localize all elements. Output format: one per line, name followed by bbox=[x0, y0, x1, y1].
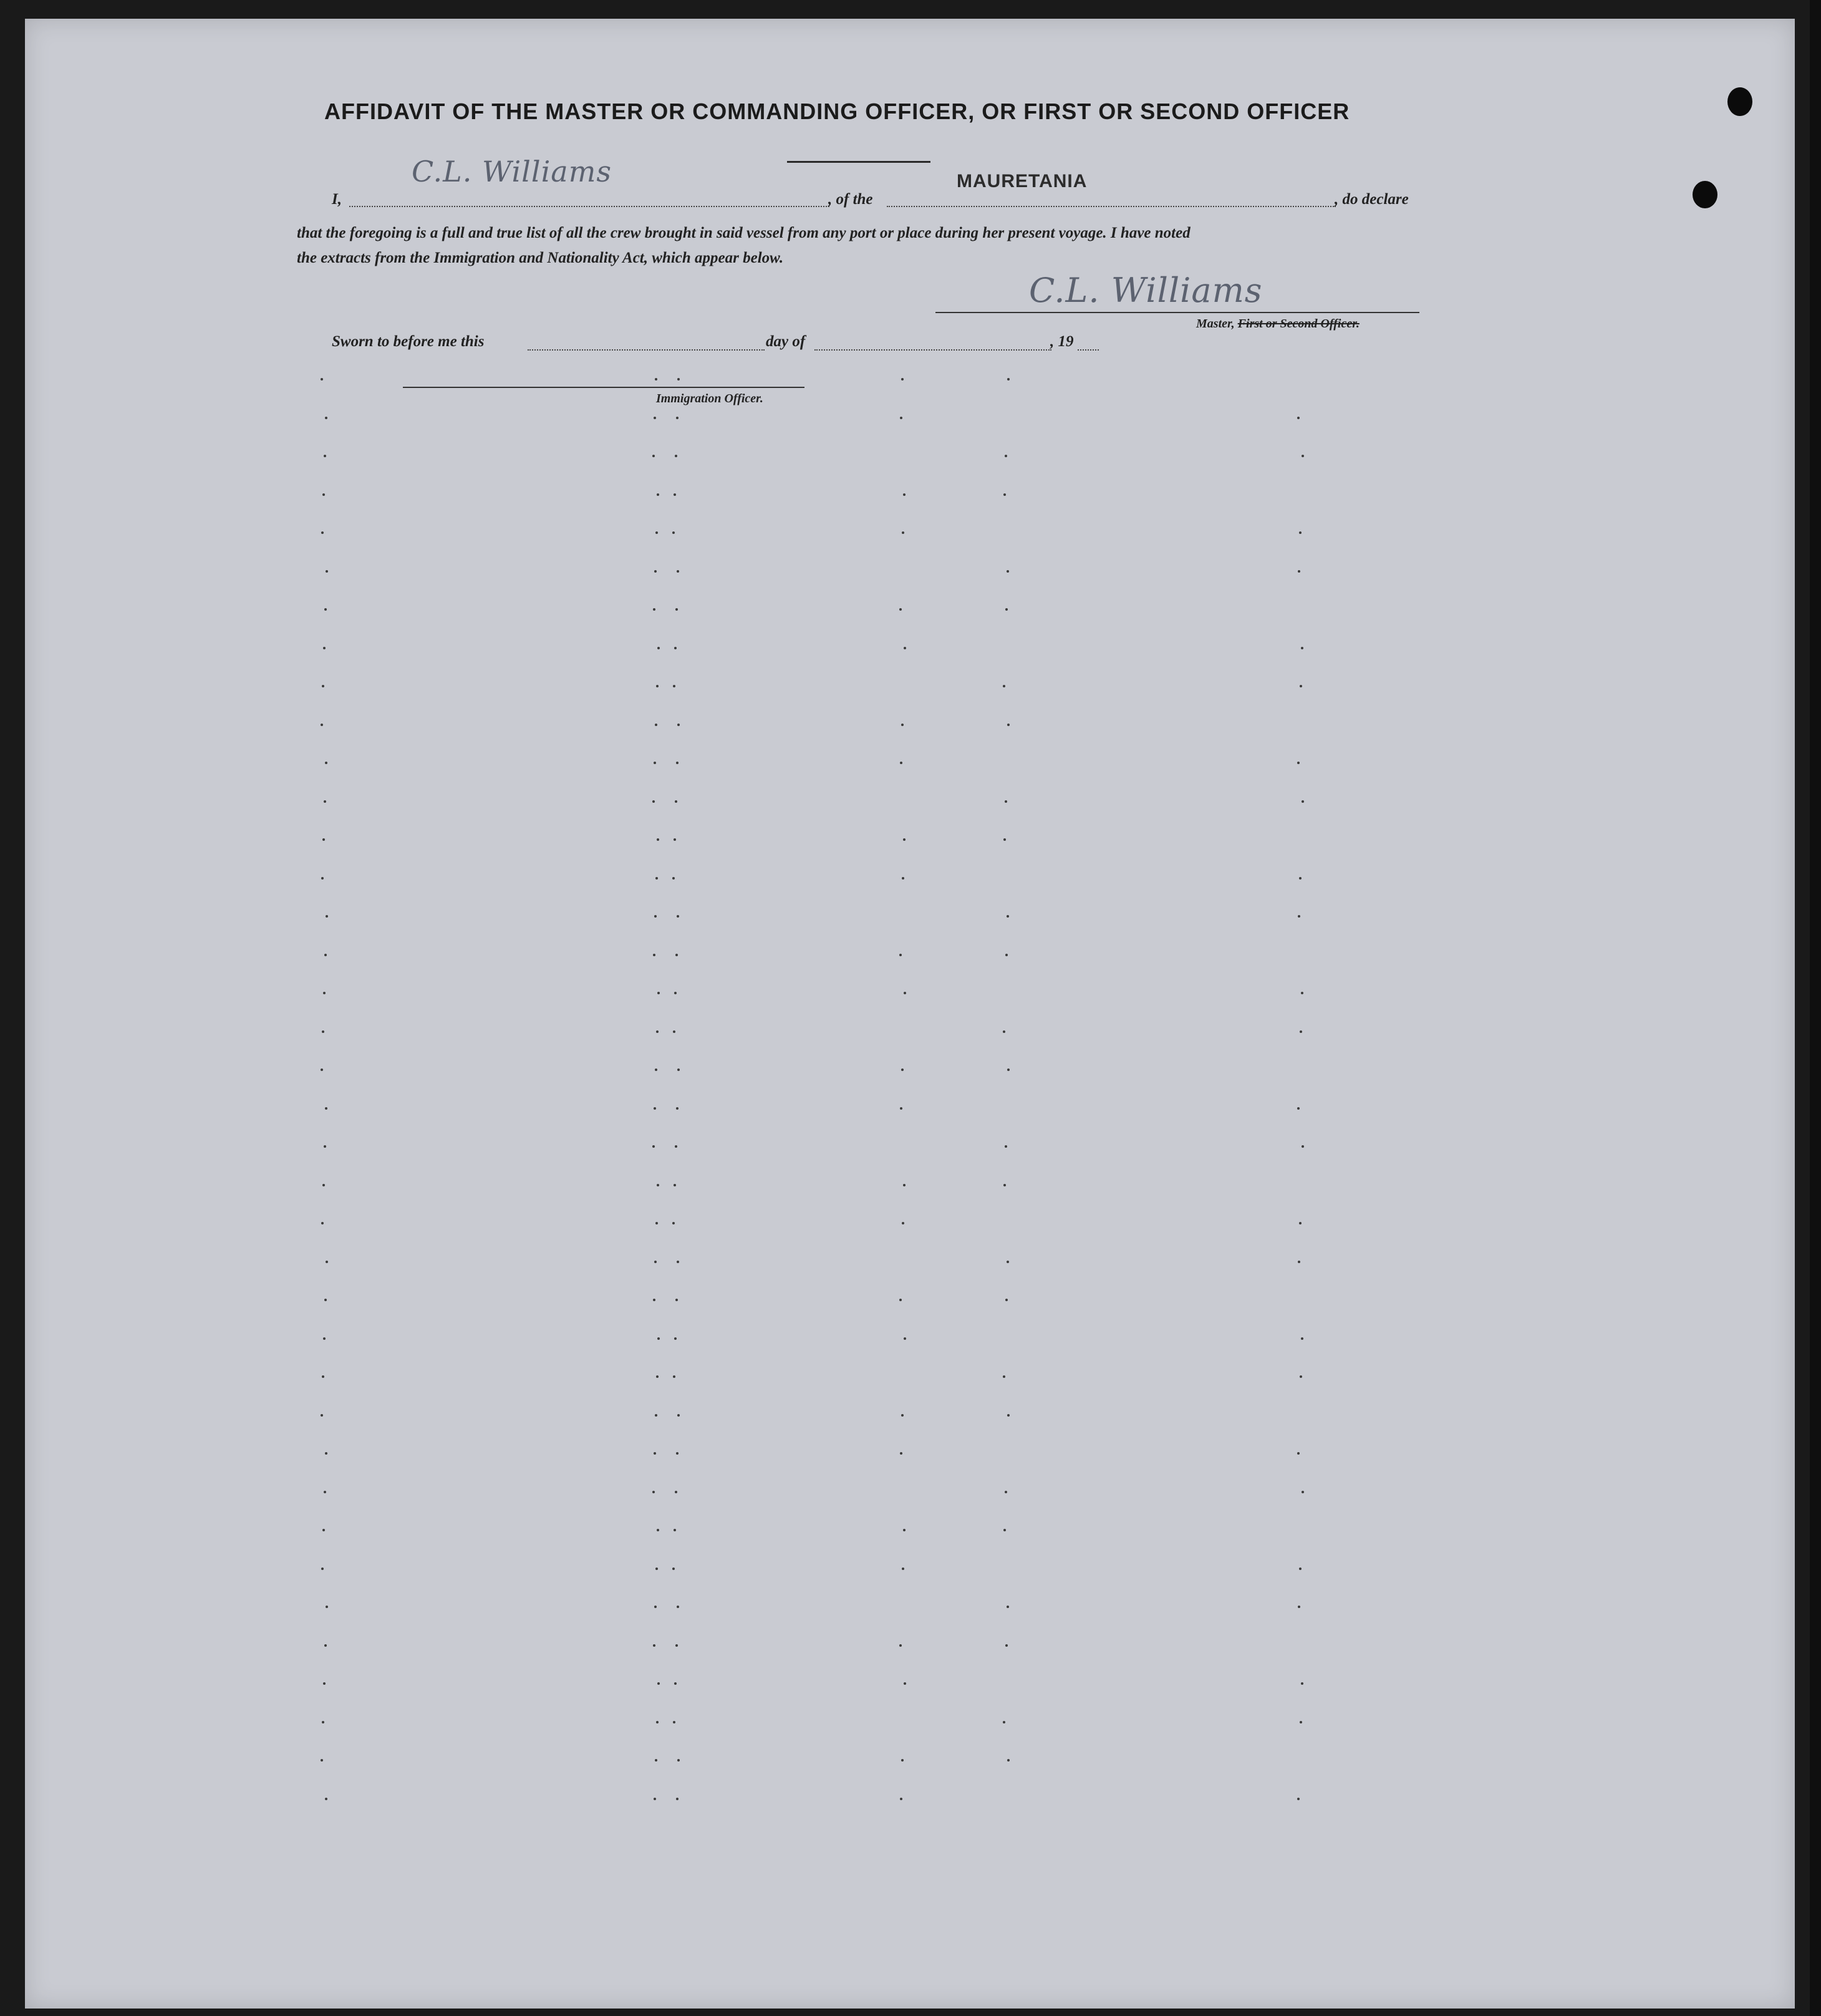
bleed-dot bbox=[675, 1644, 678, 1647]
bleed-dot bbox=[326, 1261, 328, 1263]
bleed-dot bbox=[652, 800, 655, 803]
bleed-dot bbox=[1300, 1375, 1302, 1378]
bleed-dot bbox=[656, 1375, 659, 1378]
bleed-dot bbox=[1302, 455, 1304, 457]
bleed-dot bbox=[657, 647, 660, 649]
bleed-dot bbox=[1005, 608, 1008, 611]
signature-caption-struck: First or Second Officer. bbox=[1237, 317, 1360, 331]
bleed-dot bbox=[322, 1184, 325, 1186]
bleed-dot bbox=[652, 1145, 655, 1148]
bleed-dot bbox=[325, 1798, 327, 1800]
bleed-dot bbox=[323, 992, 326, 994]
bleed-dot bbox=[1003, 838, 1006, 841]
bleed-dot bbox=[322, 685, 324, 687]
bleed-dot bbox=[324, 608, 327, 611]
bleed-dot bbox=[674, 838, 676, 841]
sworn-month-line bbox=[814, 349, 1051, 351]
bleed-dot bbox=[1299, 877, 1302, 880]
bleed-dot bbox=[677, 1069, 680, 1071]
bleed-dot bbox=[322, 838, 325, 841]
bleed-dot bbox=[672, 877, 675, 880]
bleed-dot bbox=[674, 1682, 677, 1685]
immigration-officer-line bbox=[403, 387, 804, 388]
bleed-dot bbox=[322, 1375, 324, 1378]
bleed-dot bbox=[900, 1452, 902, 1455]
bleed-dot bbox=[1297, 417, 1300, 419]
sworn-day-line bbox=[528, 349, 765, 351]
bleed-dot bbox=[901, 724, 904, 726]
bleed-dot bbox=[322, 493, 325, 496]
bleed-dot bbox=[672, 531, 675, 534]
declarant-name-line bbox=[349, 206, 829, 207]
bleed-dot bbox=[654, 1452, 656, 1455]
bleed-dot bbox=[1005, 1299, 1008, 1301]
bleed-dot bbox=[675, 800, 677, 803]
bleed-dot bbox=[1007, 1606, 1009, 1608]
bleed-dot bbox=[1301, 1682, 1303, 1685]
signature-caption bbox=[1196, 317, 1360, 331]
bleed-dot bbox=[655, 378, 657, 380]
bleed-dot bbox=[325, 417, 327, 419]
declaration-of-the: , of the bbox=[828, 191, 873, 208]
sworn-prefix: Sworn to before me this bbox=[332, 333, 485, 350]
bleed-dot bbox=[326, 1606, 328, 1608]
bleed-dot bbox=[899, 1299, 902, 1301]
bleed-dot bbox=[1007, 378, 1010, 380]
bleed-dot bbox=[675, 1491, 677, 1493]
bleed-dot bbox=[1299, 1568, 1302, 1570]
bleed-dot bbox=[326, 915, 328, 918]
bleed-dot bbox=[1297, 1452, 1300, 1455]
bleed-dot bbox=[899, 1644, 902, 1647]
bleed-dot bbox=[1007, 1759, 1010, 1762]
declaration-line-3: the extracts from the Immigration and Nationality Act, which appear below. bbox=[297, 250, 784, 266]
bleed-dot bbox=[321, 1759, 323, 1762]
bleed-dot bbox=[677, 1606, 679, 1608]
bleed-dot bbox=[324, 1299, 327, 1301]
master-signature: C.L. Williams bbox=[1029, 271, 1263, 310]
bleed-dot bbox=[321, 1222, 324, 1224]
bleed-dot bbox=[1005, 455, 1007, 457]
vessel-name-line bbox=[887, 206, 1336, 207]
bleed-dot bbox=[675, 1299, 678, 1301]
bleed-dot bbox=[903, 493, 906, 496]
bleed-dot bbox=[1302, 1145, 1304, 1148]
bleed-dot bbox=[1300, 685, 1302, 687]
bleed-dot bbox=[322, 1721, 324, 1723]
bleed-dot bbox=[673, 1030, 675, 1033]
bleed-dot bbox=[324, 1145, 326, 1148]
bleed-dot bbox=[322, 1529, 325, 1531]
bleed-dot bbox=[1297, 1798, 1300, 1800]
bleed-dot bbox=[902, 1568, 904, 1570]
bleed-dot bbox=[1007, 1414, 1010, 1417]
bleed-dot bbox=[325, 1107, 327, 1110]
bleed-dot bbox=[903, 1184, 906, 1186]
bleed-dot bbox=[673, 1721, 675, 1723]
bleed-dot bbox=[1007, 724, 1010, 726]
bleed-dot bbox=[654, 1606, 657, 1608]
bleed-dot bbox=[676, 762, 679, 764]
bleed-dot bbox=[657, 1529, 659, 1531]
bleed-dot bbox=[655, 1069, 657, 1071]
bleed-dot bbox=[673, 685, 675, 687]
bleed-dot bbox=[321, 877, 324, 880]
immigration-officer-caption: Immigration Officer. bbox=[656, 392, 763, 405]
bleed-dot bbox=[1301, 647, 1303, 649]
bleed-dot bbox=[677, 1414, 680, 1417]
bleed-dot bbox=[321, 531, 324, 534]
punch-hole-top bbox=[1727, 87, 1752, 116]
bleed-dot bbox=[902, 531, 904, 534]
bleed-dot bbox=[325, 762, 327, 764]
bleed-dot bbox=[1007, 1069, 1010, 1071]
bleed-dot bbox=[677, 570, 679, 573]
bleed-dot bbox=[653, 954, 655, 956]
bleed-dot bbox=[903, 838, 906, 841]
bleed-dot bbox=[901, 1414, 904, 1417]
bleed-dot bbox=[657, 992, 660, 994]
bleed-dot bbox=[672, 1568, 675, 1570]
bleed-dot bbox=[677, 1261, 679, 1263]
bleed-dot bbox=[1003, 1184, 1006, 1186]
bleed-dot bbox=[325, 1452, 327, 1455]
document-page bbox=[25, 19, 1795, 2009]
bleed-dot bbox=[1007, 915, 1009, 918]
bleed-dot bbox=[657, 1682, 660, 1685]
bleed-dot bbox=[1003, 685, 1005, 687]
bleed-dot bbox=[324, 1644, 327, 1647]
declarant-name: C.L. Williams bbox=[412, 155, 612, 188]
bleed-dot bbox=[657, 1337, 660, 1340]
bleed-dot bbox=[674, 1184, 676, 1186]
bleed-dot bbox=[655, 1222, 658, 1224]
bleed-dot bbox=[901, 1069, 904, 1071]
bleed-dot bbox=[904, 1682, 906, 1685]
bleed-dot bbox=[1003, 1529, 1006, 1531]
bleed-dot bbox=[674, 1337, 677, 1340]
bleed-dot bbox=[899, 954, 902, 956]
bleed-dot bbox=[1298, 1606, 1300, 1608]
bleed-dot bbox=[655, 1759, 657, 1762]
bleed-dot bbox=[1003, 1721, 1005, 1723]
sworn-year-line bbox=[1078, 349, 1099, 351]
bleed-dot bbox=[655, 724, 657, 726]
bleed-dot bbox=[900, 762, 902, 764]
signature-line bbox=[935, 312, 1419, 313]
bleed-dot bbox=[677, 915, 679, 918]
sworn-day-of: day of bbox=[766, 333, 806, 350]
bleed-dot bbox=[900, 1798, 902, 1800]
bleed-dot bbox=[899, 608, 902, 611]
bleed-dot bbox=[654, 417, 656, 419]
bleed-dot bbox=[675, 608, 678, 611]
bleed-dot bbox=[654, 1798, 656, 1800]
bleed-dot bbox=[322, 1030, 324, 1033]
bleed-dot bbox=[1007, 570, 1009, 573]
bleed-dot bbox=[324, 455, 326, 457]
bleed-dot bbox=[323, 1682, 326, 1685]
bleed-dot bbox=[1005, 800, 1007, 803]
bleed-dot bbox=[652, 455, 655, 457]
bleed-dot bbox=[904, 647, 906, 649]
declaration-suffix: , do declare bbox=[1335, 191, 1409, 208]
bleed-dot bbox=[323, 647, 326, 649]
bleed-dot bbox=[324, 800, 326, 803]
affidavit-title: AFFIDAVIT OF THE MASTER OR COMMANDING OFFICER, OR FIRST OR SECOND OFFICER bbox=[324, 99, 1350, 124]
scan-edge bbox=[1810, 0, 1821, 2016]
bleed-dot bbox=[324, 1491, 326, 1493]
bleed-dot bbox=[321, 1568, 324, 1570]
bleed-dot bbox=[654, 570, 657, 573]
bleed-dot bbox=[1302, 1491, 1304, 1493]
bleed-dot bbox=[657, 493, 659, 496]
bleed-dot bbox=[901, 1759, 904, 1762]
bleed-dot bbox=[900, 1107, 902, 1110]
bleed-dot bbox=[1003, 1030, 1005, 1033]
bleed-dot bbox=[675, 1145, 677, 1148]
signature-caption-master: Master, bbox=[1196, 317, 1238, 331]
bleed-dot bbox=[1299, 1222, 1302, 1224]
bleed-dot bbox=[1003, 493, 1006, 496]
bleed-dot bbox=[655, 1568, 658, 1570]
bleed-dot bbox=[653, 608, 655, 611]
bleed-dot bbox=[656, 685, 659, 687]
bleed-dot bbox=[677, 724, 680, 726]
bleed-dot bbox=[676, 1452, 679, 1455]
bleed-dot bbox=[655, 877, 658, 880]
bleed-dot bbox=[657, 838, 659, 841]
bleed-dot bbox=[654, 1261, 657, 1263]
bleed-dot bbox=[653, 1299, 655, 1301]
bleed-dot bbox=[321, 724, 323, 726]
bleed-dot bbox=[655, 1414, 657, 1417]
bleed-dot bbox=[674, 647, 677, 649]
bleed-dot bbox=[1297, 1107, 1300, 1110]
bleed-dot bbox=[1005, 1145, 1007, 1148]
bleed-dot bbox=[676, 1798, 679, 1800]
bleed-dot bbox=[677, 378, 680, 380]
bleed-dot bbox=[901, 378, 904, 380]
bleed-dot bbox=[903, 1529, 906, 1531]
bleed-dot bbox=[324, 954, 327, 956]
bleed-dot bbox=[1298, 915, 1300, 918]
bleed-dot bbox=[1297, 762, 1300, 764]
bleed-dot bbox=[1298, 1261, 1300, 1263]
bleed-dot bbox=[652, 1491, 655, 1493]
bleed-dot bbox=[904, 992, 906, 994]
bleed-dot bbox=[657, 1184, 659, 1186]
bleed-dot bbox=[676, 417, 679, 419]
bleed-dot bbox=[676, 1107, 679, 1110]
bleed-dot bbox=[1299, 531, 1302, 534]
bleed-dot bbox=[323, 1337, 326, 1340]
bleed-dot bbox=[655, 531, 658, 534]
bleed-dot bbox=[672, 1222, 675, 1224]
bleed-dot bbox=[326, 570, 328, 573]
bleed-dot bbox=[1300, 1721, 1302, 1723]
bleed-dot bbox=[1005, 1644, 1008, 1647]
bleed-dot bbox=[321, 1414, 323, 1417]
punch-hole-middle bbox=[1693, 181, 1717, 208]
bleed-dot bbox=[675, 954, 678, 956]
bleed-dot bbox=[1005, 1491, 1007, 1493]
bleed-dot bbox=[904, 1337, 906, 1340]
title-rule bbox=[787, 161, 930, 163]
bleed-dot bbox=[654, 915, 657, 918]
bleed-dot bbox=[677, 1759, 680, 1762]
bleed-dot bbox=[1300, 1030, 1302, 1033]
bleed-dot bbox=[1298, 570, 1300, 573]
bleed-dot bbox=[1301, 1337, 1303, 1340]
bleed-dot bbox=[674, 1529, 676, 1531]
bleed-dot bbox=[902, 1222, 904, 1224]
bleed-dot bbox=[1005, 954, 1008, 956]
bleed-dot bbox=[900, 417, 902, 419]
bleed-dot bbox=[1007, 1261, 1009, 1263]
declaration-line-2: that the foregoing is a full and true list of all the crew brought in said vessel from any port or place during her present voyage. I have noted bbox=[297, 225, 1191, 241]
bleed-dot bbox=[654, 1107, 656, 1110]
bleed-dot bbox=[1003, 1375, 1005, 1378]
bleed-dot bbox=[321, 378, 323, 380]
bleed-dot bbox=[674, 992, 677, 994]
bleed-dot bbox=[1302, 800, 1304, 803]
bleed-dot bbox=[656, 1721, 659, 1723]
declaration-prefix: I, bbox=[332, 191, 342, 208]
bleed-dot bbox=[674, 493, 676, 496]
bleed-dot bbox=[656, 1030, 659, 1033]
bleed-dot bbox=[673, 1375, 675, 1378]
bleed-dot bbox=[675, 455, 677, 457]
vessel-name-stamp: MAURETANIA bbox=[957, 171, 1088, 191]
bleed-dot bbox=[653, 1644, 655, 1647]
bleed-dot bbox=[902, 877, 904, 880]
bleed-dot bbox=[654, 762, 656, 764]
bleed-dot bbox=[1301, 992, 1303, 994]
sworn-year: , 19 bbox=[1050, 333, 1074, 350]
bleed-dot bbox=[321, 1069, 323, 1071]
